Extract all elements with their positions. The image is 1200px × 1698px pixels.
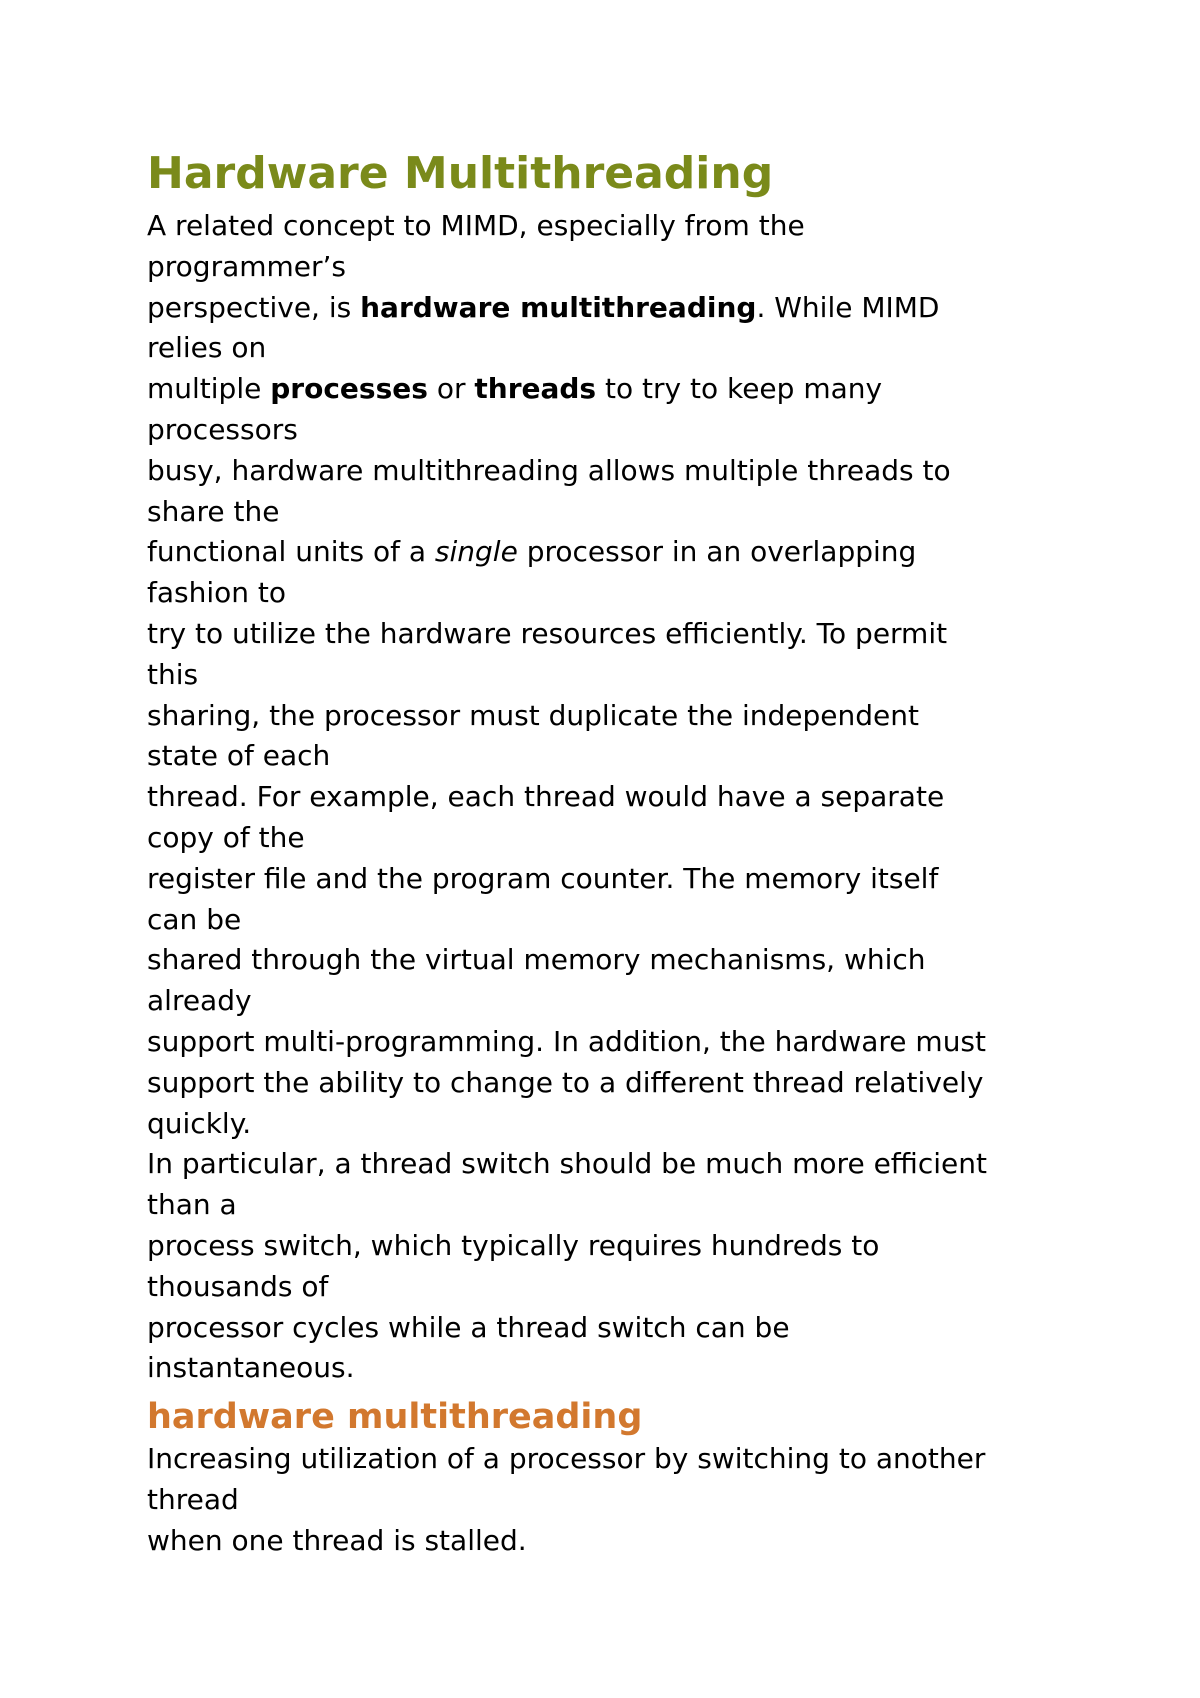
text-run: to try to keep many <box>596 372 883 406</box>
text-line <box>147 1226 1087 1267</box>
text-line <box>147 1144 1087 1185</box>
text-line <box>147 1439 1087 1480</box>
text-run: try to utilize the hardware resources efficiently. To permit <box>147 616 948 650</box>
text-line <box>147 410 1087 451</box>
text-line <box>147 288 1087 329</box>
text-line <box>147 451 1087 492</box>
text-run: quickly. <box>147 1106 252 1140</box>
text-line <box>147 777 1087 818</box>
text-run: sharing, the processor must duplicate the independent <box>147 698 919 732</box>
text-run: support multi-programming. In addition, the hardware must <box>147 1024 987 1058</box>
bold-term: hardware multithreading <box>360 290 757 324</box>
text-line <box>147 247 1087 288</box>
bold-term: threads <box>474 372 597 406</box>
page-title: Hardware Multithreading <box>147 148 774 199</box>
text-line <box>147 940 1087 981</box>
text-run: perspective, is <box>147 290 361 324</box>
text-line <box>147 1022 1087 1063</box>
text-run: than a <box>147 1188 237 1222</box>
text-line <box>147 859 1087 900</box>
text-line <box>147 328 1087 369</box>
text-run: processors <box>147 412 298 446</box>
text-run: functional units of a <box>147 535 435 569</box>
text-run: relies on <box>147 331 267 365</box>
body-paragraph-2 <box>147 1439 1087 1561</box>
text-run: thousands of <box>147 1269 329 1303</box>
text-run: already <box>147 984 252 1018</box>
body-paragraph-1 <box>147 206 1087 1389</box>
text-run: processor in an overlapping <box>517 535 917 569</box>
text-run: shared through the virtual memory mechanisms, which <box>147 943 926 977</box>
text-run: busy, hardware multithreading allows multiple threads to <box>147 453 951 487</box>
text-line <box>147 573 1087 614</box>
text-run: can be <box>147 902 242 936</box>
text-line <box>147 1521 1087 1562</box>
text-line <box>147 736 1087 777</box>
text-run: process switch, which typically requires hundreds to <box>147 1228 880 1262</box>
text-run: processor cycles while a thread switch can be <box>147 1310 790 1344</box>
text-run: register file and the program counter. The memory itself <box>147 861 939 895</box>
text-run: when one thread is stalled. <box>147 1523 527 1557</box>
italic-term: single <box>434 535 518 569</box>
text-run: A related concept to MIMD, especially from the <box>147 209 805 242</box>
text-run: Increasing utilization of a processor by switching to another <box>147 1442 986 1476</box>
text-line <box>147 1063 1087 1104</box>
text-line <box>147 818 1087 859</box>
text-run: copy of the <box>147 820 305 854</box>
text-run: fashion to <box>147 576 287 610</box>
text-line <box>147 1104 1087 1145</box>
text-run: support the ability to change to a different thread relatively <box>147 1065 984 1099</box>
section-subheading: hardware multithreading <box>147 1397 643 1438</box>
document-page <box>147 142 1087 1562</box>
text-run: thread. For example, each thread would have a separate <box>147 780 945 814</box>
text-run: In particular, a thread switch should be much more efficient <box>147 1147 987 1181</box>
text-run: thread <box>147 1482 239 1516</box>
text-line <box>147 206 1087 247</box>
bold-term: processes <box>270 372 428 406</box>
text-run: programmer’s <box>147 249 347 283</box>
text-line <box>147 696 1087 737</box>
text-line <box>147 614 1087 655</box>
text-run: or <box>427 372 475 406</box>
text-line <box>147 655 1087 696</box>
text-line <box>147 369 1087 410</box>
text-line <box>147 1308 1087 1349</box>
text-line <box>147 981 1087 1022</box>
text-line <box>147 1185 1087 1226</box>
text-line <box>147 1348 1087 1389</box>
text-line <box>147 900 1087 941</box>
text-run: instantaneous. <box>147 1351 355 1385</box>
text-line <box>147 492 1087 533</box>
text-run: multiple <box>147 372 271 406</box>
text-run: state of each <box>147 739 331 773</box>
text-line <box>147 1480 1087 1521</box>
text-line <box>147 532 1087 573</box>
text-line <box>147 1267 1087 1308</box>
text-run: this <box>147 657 199 691</box>
text-run: . While MIMD <box>756 290 940 324</box>
text-run: share the <box>147 494 280 528</box>
